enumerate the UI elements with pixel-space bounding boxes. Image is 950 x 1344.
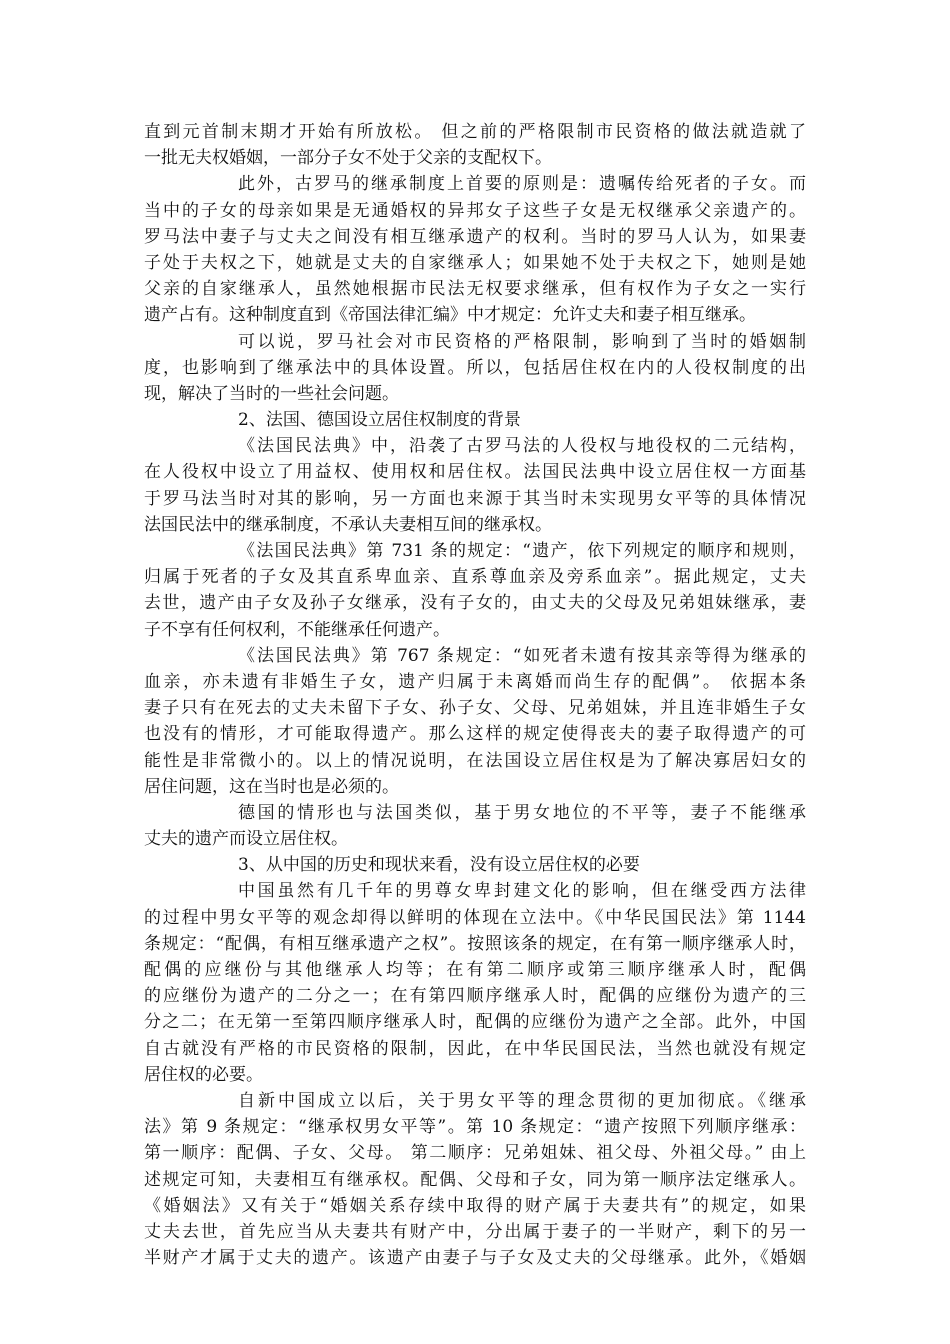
text-line: 直到元首制末期才开始有所放松。 但之前的严格限制市民资格的做法就造就了	[144, 122, 806, 142]
text-line: 妻子只有在死去的丈夫未留下子女、孙子女、父母、兄弟姐妹，并且连非婚生子女	[144, 698, 806, 719]
text-line: 中国虽然有几千年的男尊女卑封建文化的影响，但在继受西方法律	[238, 881, 806, 902]
text-line: 能性是非常微小的。以上的情况说明，在法国设立居住权是为了解决寡居妇女的	[144, 750, 806, 771]
document-body	[144, 119, 806, 1271]
text-line: 血亲，亦未遗有非婚生子女，遗产归属于未离婚而尚生存的配偶”。 依据本条	[144, 671, 806, 692]
text-line: 《法国民法典》第 731 条的规定：“遗产，依下列规定的顺序和规则，	[238, 541, 806, 561]
text-line: 的应继份为遗产的二分之一；在有第四顺序继承人时，配偶的应继份为遗产的三	[144, 986, 806, 1007]
text-line: 第一顺序：配偶、子女、父母。 第二顺序：兄弟姐妹、祖父母、外祖父母。” 由上	[144, 1143, 806, 1164]
text-line: 一批无夫权婚姻，一部分子女不处于父亲的支配权下。	[144, 148, 552, 169]
text-line: 2、法国、德国设立居住权制度的背景	[238, 410, 521, 431]
text-line: 3、从中国的历史和现状来看，没有设立居住权的必要	[238, 855, 640, 876]
text-line: 当中的子女的母亲如果是无通婚权的异邦女子这些子女是无权继承父亲遗产的。	[144, 200, 806, 221]
text-line: 遗产占有。这种制度直到《帝国法律汇编》中才规定：允许丈夫和妻子相互继承。	[144, 305, 756, 326]
text-line: 法》第 9 条规定：“继承权男女平等”。第 10 条规定：“遗产按照下列顺序继承：	[144, 1117, 806, 1138]
text-line: 法国民法中的继承制度，不承认夫妻相互间的继承权。	[144, 514, 552, 535]
text-line: 居住问题，这在当时也是必须的。	[144, 776, 399, 797]
text-line: 《法国民法典》中，沿袭了古罗马法的人役权与地役权的二元结构，	[238, 436, 806, 457]
text-line: 可以说，罗马社会对市民资格的严格限制，影响到了当时的婚姻制	[238, 331, 806, 352]
text-line: 子处于夫权之下，她就是丈夫的自家继承人；如果她不处于夫权之下，她则是她	[144, 252, 806, 273]
text-line: 此外，古罗马的继承制度上首要的原则是：遗嘱传给死者的子女。而	[238, 174, 806, 195]
text-line: 丈夫的遗产而设立居住权。	[144, 829, 348, 850]
text-line: 丈夫去世，首先应当从夫妻共有财产中，分出属于妻子的一半财产，剩下的另一	[144, 1221, 806, 1242]
text-line: 配偶的应继份与其他继承人均等；在有第二顺序或第三顺序继承人时，配偶	[144, 960, 806, 980]
text-line: 居住权的必要。	[144, 1064, 263, 1085]
text-line: 于罗马法当时对其的影响，另一方面也来源于其当时未实现男女平等的具体情况	[144, 488, 806, 509]
text-line: 《婚姻法》又有关于“婚姻关系存续中取得的财产属于夫妻共有”的规定，如果	[144, 1195, 806, 1216]
text-line: 分之二；在无第一至第四顺序继承人时，配偶的应继份为遗产之全部。此外，中国	[144, 1012, 806, 1033]
text-line: 自古就没有严格的市民资格的限制，因此，在中华民国民法，当然也就没有规定	[144, 1038, 806, 1059]
text-line: 现，解决了当时的一些社会问题。	[144, 383, 399, 404]
text-line: 述规定可知，夫妻相互有继承权。配偶、父母和子女，同为第一顺序法定继承人。	[144, 1169, 806, 1190]
text-line: 半财产才属于丈夫的遗产。该遗产由妻子与子女及丈夫的父母继承。此外，《婚姻	[144, 1248, 806, 1269]
text-line: 归属于死者的子女及其直系卑血亲、直系尊血亲及旁系血亲”。据此规定，丈夫	[144, 567, 806, 588]
text-line: 的过程中男女平等的观念却得以鲜明的体现在立法中。《中华民国民法》第 1144	[144, 907, 806, 928]
text-line: 《法国民法典》第 767 条规定：“如死者未遗有按其亲等得为继承的	[238, 645, 806, 666]
text-line: 德国的情形也与法国类似，基于男女地位的不平等，妻子不能继承	[238, 802, 806, 823]
text-line: 在人役权中设立了用益权、使用权和居住权。法国民法典中设立居住权一方面基	[144, 462, 806, 483]
text-line: 度，也影响到了继承法中的具体设置。所以，包括居住权在内的人役权制度的出	[144, 357, 806, 378]
text-line: 也没有的情形，才可能取得遗产。那么这样的规定使得丧夫的妻子取得遗产的可	[144, 724, 806, 745]
text-line: 父亲的自家继承人，虽然她根据市民法无权要求继承，但有权作为子女之一实行	[144, 279, 806, 300]
text-line: 子不享有任何权利，不能继承任何遗产。	[144, 619, 450, 640]
text-line: 自新中国成立以后，关于男女平等的理念贯彻的更加彻底。《继承	[238, 1090, 806, 1111]
text-line: 罗马法中妻子与丈夫之间没有相互继承遗产的权利。当时的罗马人认为，如果妻	[144, 226, 806, 247]
text-line: 条规定：“配偶，有相互继承遗产之权”。按照该条的规定，在有第一顺序继承人时，	[144, 933, 806, 954]
text-line: 去世，遗产由子女及孙子女继承，没有子女的，由丈夫的父母及兄弟姐妹继承，妻	[144, 593, 806, 614]
